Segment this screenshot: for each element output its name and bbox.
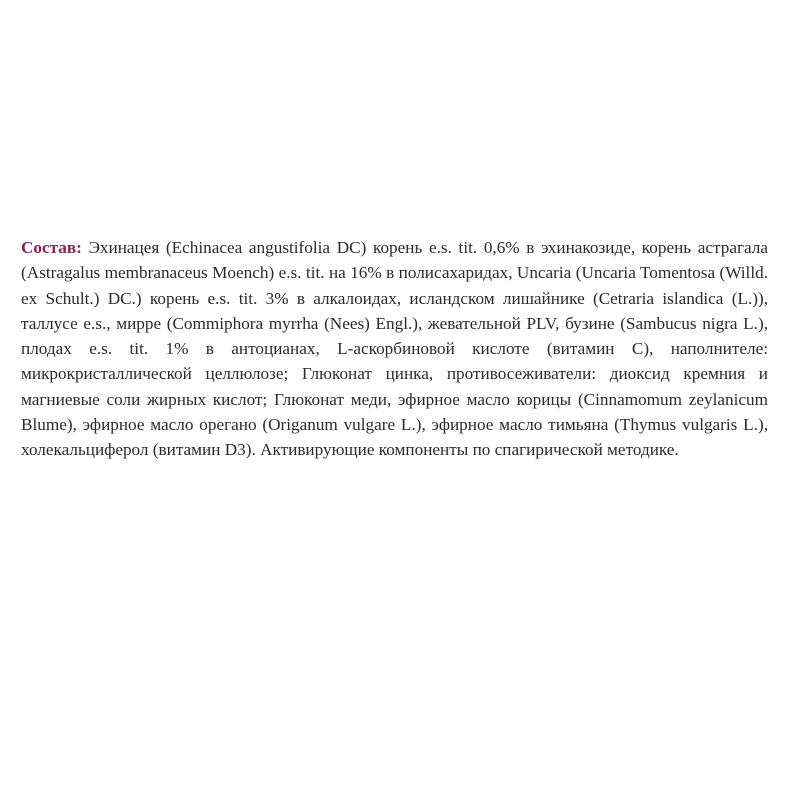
composition-label: Состав:: [21, 238, 82, 257]
composition-paragraph: [21, 235, 768, 463]
composition-text: Эхинацея (Echinacea angustifolia DC) корень e.s. tit. 0,6% в эхинакозиде, корень астрагала (Astragalus membranaceus Moench) e.s. tit. на 16% в полисахаридах, Uncaria (Uncaria Tomentosa (Willd. ex Schult.) DC.) корень e.s. tit. 3% в алкалоидах, исландском лишайнике (Cetraria islandica (L.)), таллусе e.s., мирре (Commiphora myrrha (Nees) Engl.), жевательной PLV, бузине (Sambucus nigra L.), плодах e.s. tit. 1% в антоцианах, L-аскорбиновой кислоте (витамин C), наполнителе: микрокристаллической целлюлозе; Глюконат цинка, противосеживатели: диоксид кремния и магниевые соли жирных кислот; Глюконат меди, эфирное масло корицы (Cinnamomum zeylanicum Blume), эфирное масло орегано (Origanum vulgare L.), эфирное масло тимьяна (Thymus vulgaris L.), холекальциферол (витамин D3). Активирующие компоненты по спагирической методике.: [21, 238, 769, 460]
